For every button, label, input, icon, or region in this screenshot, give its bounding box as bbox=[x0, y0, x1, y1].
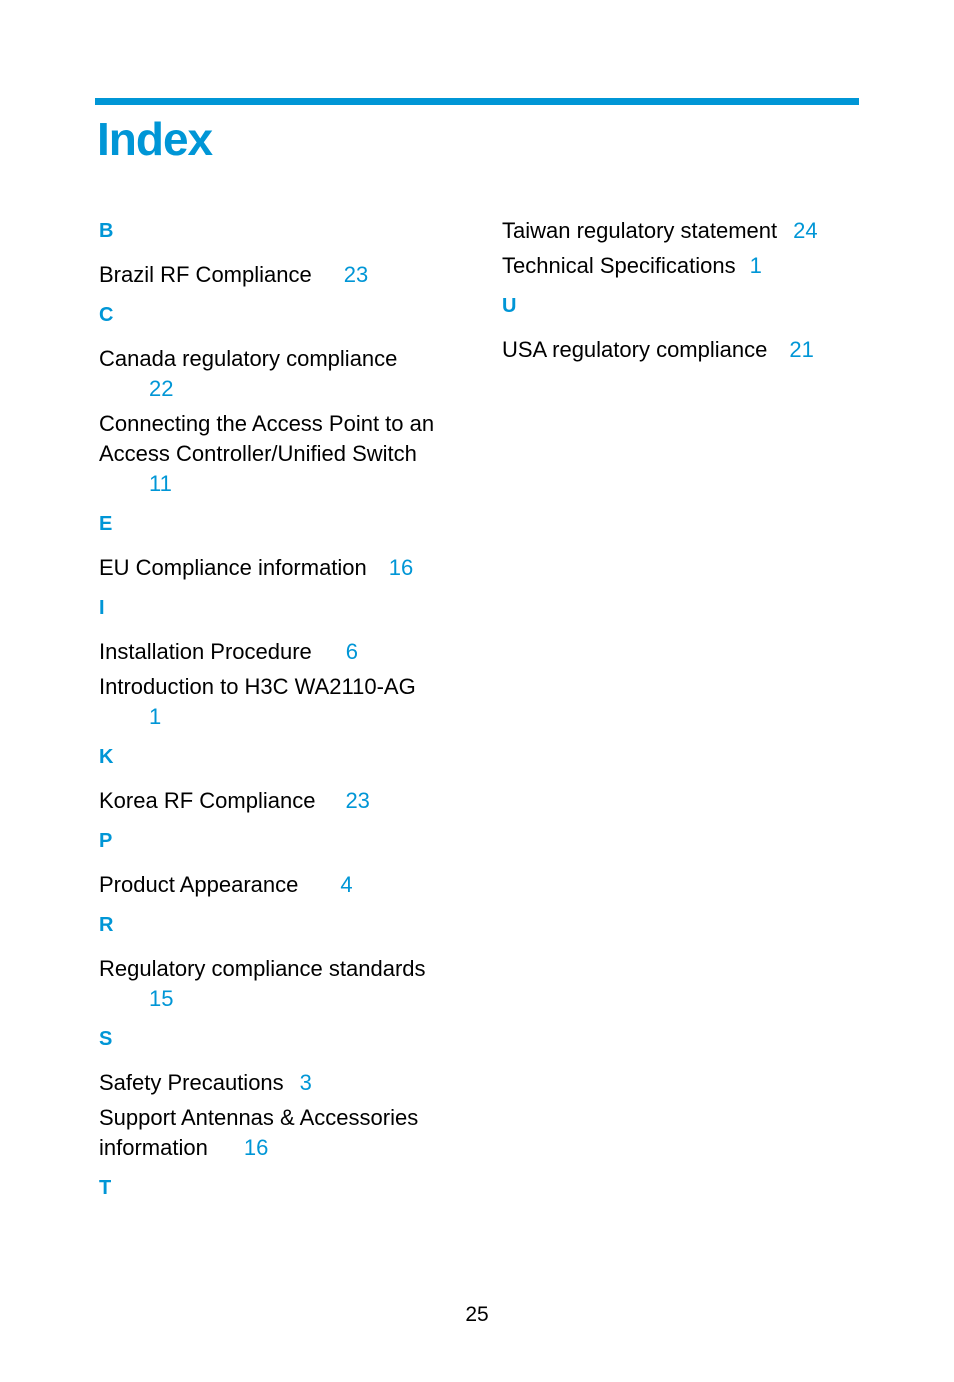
entry-page-link[interactable]: 21 bbox=[789, 337, 814, 362]
entry-page-link[interactable]: 6 bbox=[345, 639, 359, 664]
index-entry bbox=[99, 1103, 449, 1163]
index-entry bbox=[99, 637, 449, 667]
entry-text: Support Antennas & Accessories information bbox=[99, 1105, 419, 1160]
index-left-column bbox=[99, 216, 449, 1217]
entry-text: Safety Precautions bbox=[99, 1070, 284, 1095]
index-entry bbox=[99, 1068, 449, 1098]
index-letter: S bbox=[99, 1028, 113, 1050]
index-group-e bbox=[99, 509, 449, 583]
index-letter: B bbox=[99, 220, 114, 242]
index-letter: C bbox=[99, 304, 114, 326]
entry-text: Regulatory compliance standards bbox=[99, 956, 426, 981]
index-letter: P bbox=[99, 830, 113, 852]
entry-page-link[interactable]: 4 bbox=[340, 872, 353, 897]
entry-page-link[interactable]: 22 bbox=[149, 376, 174, 401]
index-group-s bbox=[99, 1024, 449, 1163]
entry-text: Introduction to H3C WA2110-AG bbox=[99, 674, 416, 699]
entry-page-link[interactable]: 16 bbox=[243, 1135, 269, 1160]
index-group-t-continued bbox=[502, 216, 862, 281]
entry-text: USA regulatory compliance bbox=[502, 337, 768, 362]
index-entry bbox=[99, 344, 449, 404]
index-right-column bbox=[502, 216, 862, 375]
index-group-t bbox=[99, 1173, 449, 1205]
index-group-r bbox=[99, 910, 449, 1014]
index-entry bbox=[99, 870, 449, 900]
index-entry bbox=[99, 672, 449, 732]
index-group-c bbox=[99, 300, 449, 499]
index-group-i bbox=[99, 593, 449, 732]
index-entry bbox=[502, 216, 862, 246]
index-entry bbox=[99, 409, 449, 499]
index-entry bbox=[502, 335, 862, 365]
entry-text: Canada regulatory compliance bbox=[99, 346, 398, 371]
entry-page-link[interactable]: 16 bbox=[388, 555, 414, 580]
entry-page-link[interactable]: 15 bbox=[149, 986, 174, 1011]
index-entry bbox=[99, 786, 449, 816]
entry-text: Connecting the Access Point to an Access Controller/Unified Switch bbox=[99, 411, 435, 466]
index-entry bbox=[99, 260, 449, 290]
entry-text: EU Compliance information bbox=[99, 555, 367, 580]
entry-text: Taiwan regulatory statement bbox=[502, 218, 778, 243]
title-rule bbox=[95, 98, 859, 105]
index-group-k bbox=[99, 742, 449, 816]
index-letter: K bbox=[99, 746, 114, 768]
entry-text: Product Appearance bbox=[99, 872, 299, 897]
entry-page-link[interactable]: 1 bbox=[749, 253, 762, 278]
index-letter: R bbox=[99, 914, 114, 936]
entry-page-link[interactable]: 11 bbox=[149, 471, 172, 496]
entry-page-link[interactable]: 23 bbox=[343, 262, 369, 287]
entry-page-link[interactable]: 24 bbox=[793, 218, 818, 243]
entry-page-link[interactable]: 1 bbox=[149, 704, 162, 729]
index-letter: U bbox=[502, 295, 517, 317]
index-letter: E bbox=[99, 513, 113, 535]
index-letter: I bbox=[99, 597, 105, 619]
entry-text: Brazil RF Compliance bbox=[99, 262, 312, 287]
entry-text: Korea RF Compliance bbox=[99, 788, 316, 813]
entry-text: Installation Procedure bbox=[99, 639, 312, 664]
index-letter: T bbox=[99, 1177, 112, 1199]
entry-page-link[interactable]: 3 bbox=[299, 1070, 312, 1095]
index-entry bbox=[99, 954, 449, 1014]
page-title: Index bbox=[97, 113, 213, 165]
index-entry bbox=[99, 553, 449, 583]
entry-page-link[interactable]: 23 bbox=[345, 788, 370, 813]
index-group-b bbox=[99, 216, 449, 290]
index-entry bbox=[502, 251, 862, 281]
page-number: 25 bbox=[465, 1303, 489, 1326]
index-group-u bbox=[502, 291, 862, 365]
entry-text: Technical Specifications bbox=[502, 253, 736, 278]
index-group-p bbox=[99, 826, 449, 900]
